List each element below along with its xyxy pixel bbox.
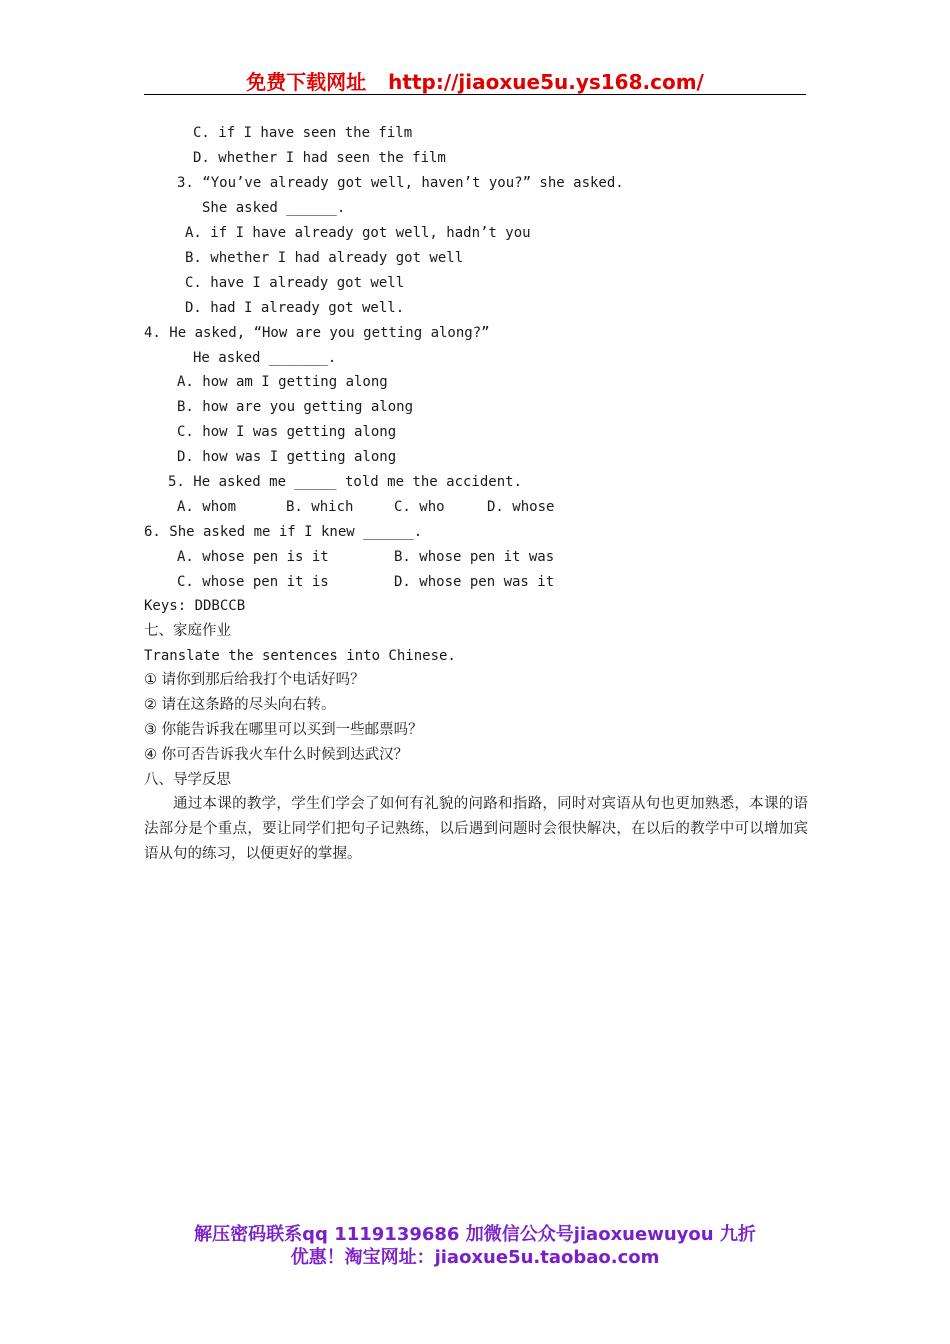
footer-line-1: 解压密码联系qq 1119139686 加微信公众号jiaoxuewuyou 九折	[194, 1224, 756, 1245]
question-line: 5. He asked me _____ told me the accident.	[168, 474, 523, 490]
option-c: C. whose pen it is	[177, 574, 329, 590]
option-line: D. had I already got well.	[185, 300, 405, 316]
option-line: A. if I have already got well, hadn’t you	[185, 225, 531, 241]
footer-line-2: 优惠！淘宝网址：jiaoxue5u.taobao.com	[290, 1247, 660, 1268]
answer-keys: Keys: DDBCCB	[144, 598, 246, 614]
section-heading: 七、家庭作业	[144, 623, 231, 639]
option-line: C. if I have seen the film	[193, 125, 413, 141]
translation-item: ② 请在这条路的尽头向右转。	[144, 697, 336, 713]
question-line: 6. She asked me if I knew ______.	[144, 524, 423, 540]
instruction-line: Translate the sentences into Chinese.	[144, 648, 456, 664]
option-c: C. who	[394, 499, 445, 515]
option-line: C. have I already got well	[185, 275, 405, 291]
question-line: 3. “You’ve already got well, haven’t you?” she asked.	[177, 175, 624, 191]
option-a: A. whom	[177, 499, 237, 515]
option-line: B. whether I had already got well	[185, 250, 464, 266]
option-line: D. how was I getting along	[177, 449, 397, 465]
option-line: B. how are you getting along	[177, 399, 414, 415]
translation-item: ③ 你能告诉我在哪里可以买到一些邮票吗？	[144, 722, 423, 738]
option-line: A. how am I getting along	[177, 374, 388, 390]
option-d: D. whose	[487, 499, 555, 515]
question-line: 4. He asked, “How are you getting along?”	[144, 325, 490, 341]
translation-item: ① 请你到那后给我打个电话好吗？	[144, 672, 365, 688]
question-prompt: He asked _______.	[193, 350, 337, 366]
option-b: B. whose pen it was	[394, 549, 555, 565]
translation-item: ④ 你可否告诉我火车什么时候到达武汉？	[144, 747, 409, 763]
header-rule	[144, 94, 806, 95]
page-header	[144, 66, 806, 95]
option-a: A. whose pen is it	[177, 549, 329, 565]
question-prompt: She asked ______.	[202, 200, 346, 216]
header-url-link[interactable]: http://jiaoxue5u.ys168.com/	[388, 70, 704, 94]
option-line: C. how I was getting along	[177, 424, 397, 440]
option-line: D. whether I had seen the film	[193, 150, 446, 166]
header-title: 免费下载网址	[246, 70, 367, 94]
option-b: B. which	[286, 499, 354, 515]
section-heading: 八、导学反思	[144, 772, 231, 788]
reflection-paragraph: 通过本课的教学，学生们学会了如何有礼貌的问路和指路，同时对宾语从句也更加熟悉，本课的语法部分是个重点，要让同学们把句子记熟练，以后遇到问题时会很快解决，在以后的教学中可以增加宾语从句的练习，以便更好的掌握。	[144, 796, 808, 862]
option-d: D. whose pen was it	[394, 574, 555, 590]
